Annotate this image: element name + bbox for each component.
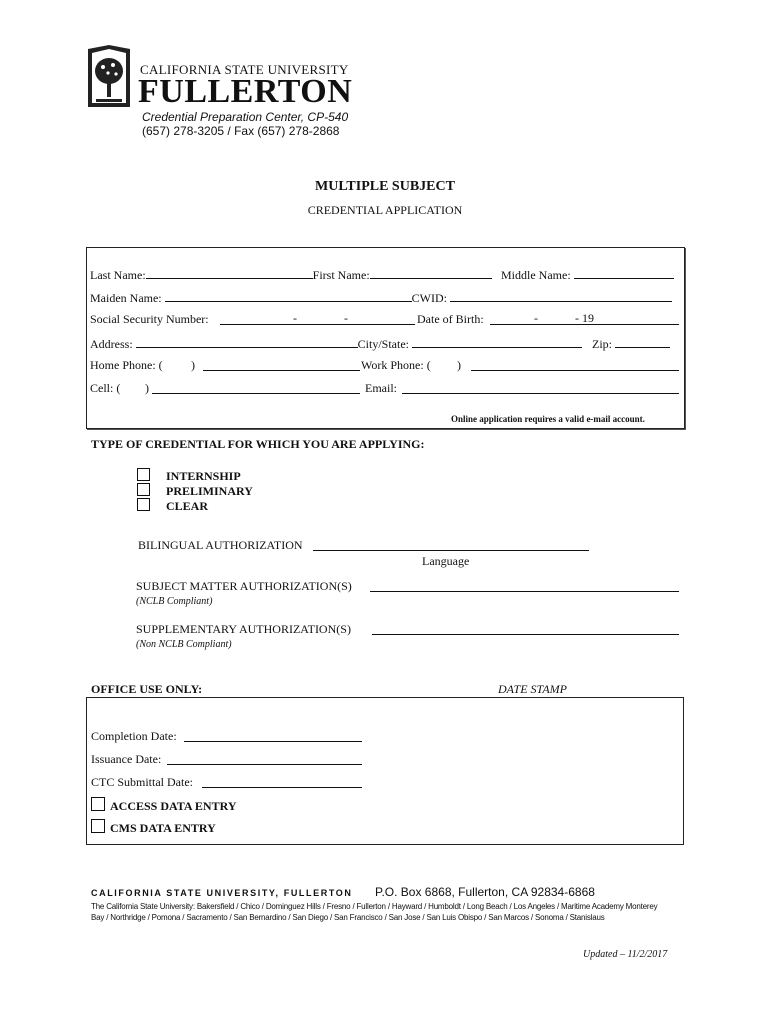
middle-name-row [501, 266, 674, 283]
address-label: Address: [90, 337, 133, 351]
checkbox-icon[interactable] [91, 797, 105, 811]
maiden-name-row [90, 289, 672, 306]
completion-date-label: Completion Date: [91, 729, 177, 743]
city-state-field[interactable] [412, 335, 582, 348]
cms-entry-option[interactable] [91, 819, 216, 837]
tree-seal-icon [86, 45, 132, 107]
middle-name-label: Middle Name: [501, 268, 571, 282]
office-use-heading: OFFICE USE ONLY: [91, 682, 203, 696]
updated-date: Updated – 11/2/2017 [583, 949, 668, 960]
dob-year-prefix: - 19 [575, 311, 594, 325]
work-phone-paren: ) [457, 358, 461, 372]
center-name: Credential Preparation Center, CP-540 [142, 110, 349, 124]
cell-paren: ) [145, 381, 149, 395]
supplementary-field[interactable] [372, 634, 679, 635]
footer-org: CALIFORNIA STATE UNIVERSITY, FULLERTON [91, 888, 353, 898]
campus-name: FULLERTON [138, 73, 353, 110]
issuance-date-label: Issuance Date: [91, 752, 162, 766]
home-phone-row [90, 358, 163, 373]
subject-matter-label: SUBJECT MATTER AUTHORIZATION(S) [136, 579, 352, 593]
email-note: Online application requires a valid e-mail account. [451, 414, 645, 424]
ssn-label: Social Security Number: [90, 312, 209, 326]
first-name-field[interactable] [370, 266, 492, 279]
credential-type-heading: TYPE OF CREDENTIAL FOR WHICH YOU ARE APPLYING: [91, 437, 425, 451]
zip-label: Zip: [592, 337, 612, 351]
option-clear[interactable] [137, 497, 208, 515]
address-row [90, 335, 582, 352]
dob-label: Date of Birth: [417, 312, 484, 326]
cell-field[interactable] [152, 393, 360, 394]
checkbox-icon[interactable] [137, 468, 150, 481]
issuance-date-field[interactable] [167, 764, 362, 765]
nclb-note: (NCLB Compliant) [136, 596, 213, 607]
ssn-separator-2: - [344, 311, 348, 325]
ssn-separator-1: - [293, 311, 297, 325]
last-name-field[interactable] [146, 266, 313, 279]
first-name-label: First Name: [312, 268, 370, 282]
home-phone-paren: ) [191, 358, 195, 372]
home-phone-label: Home Phone: ( [90, 358, 163, 372]
work-phone-label: Work Phone: ( [361, 358, 431, 372]
date-stamp-label: DATE STAMP [498, 682, 567, 696]
form-subtitle: CREDENTIAL APPLICATION [307, 203, 463, 217]
footer-address: P.O. Box 6868, Fullerton, CA 92834-6868 [375, 885, 595, 899]
bilingual-field[interactable] [313, 550, 589, 551]
university-logo [86, 45, 132, 107]
dob-separator: - [534, 311, 538, 325]
subject-matter-field[interactable] [370, 591, 679, 592]
non-nclb-note: (Non NCLB Compliant) [136, 639, 232, 650]
last-name-row [90, 266, 492, 283]
maiden-name-field[interactable] [165, 289, 412, 302]
access-entry-option[interactable] [91, 797, 237, 815]
ssn-field[interactable] [220, 324, 415, 325]
city-state-label: City/State: [357, 337, 410, 351]
middle-name-field[interactable] [574, 266, 674, 279]
checkbox-icon[interactable] [91, 819, 105, 833]
bilingual-label: BILINGUAL AUTHORIZATION [138, 538, 303, 552]
completion-date-field[interactable] [184, 741, 362, 742]
cwid-label: CWID: [411, 291, 447, 305]
zip-field[interactable] [615, 335, 670, 348]
home-phone-field[interactable] [203, 370, 360, 371]
last-name-label: Last Name: [90, 268, 146, 282]
maiden-name-label: Maiden Name: [90, 291, 162, 305]
option-label: PRELIMINARY [166, 484, 253, 498]
option-label: INTERNSHIP [166, 469, 241, 483]
checkbox-icon[interactable] [137, 498, 150, 511]
cwid-field[interactable] [450, 289, 672, 302]
language-caption: Language [422, 554, 470, 568]
cms-entry-label: CMS DATA ENTRY [110, 821, 216, 835]
work-phone-field[interactable] [471, 370, 679, 371]
ssn-row [90, 312, 209, 327]
center-phone: (657) 278-3205 / Fax (657) 278-2868 [142, 124, 340, 138]
address-field[interactable] [136, 335, 358, 348]
footer-campuses: The California State University: Bakersfield / Chico / Dominguez Hills / Fresno / Fullerton / Hayward / Humboldt / Long Beach / Los Angeles / Maritime Academy Monterey Bay / Northridge / Pomona / Sacramento / San Bernardino / San Diego / San Francisco / San Jose / San Luis Obispo / San Marcos / Sonoma / Stanislaus [91, 902, 658, 922]
email-field[interactable] [402, 393, 679, 394]
email-label: Email: [365, 381, 397, 395]
ctc-date-label: CTC Submittal Date: [91, 775, 193, 789]
form-title: MULTIPLE SUBJECT [315, 179, 455, 194]
ctc-date-field[interactable] [202, 787, 362, 788]
checkbox-icon[interactable] [137, 483, 150, 496]
option-label: CLEAR [166, 499, 209, 513]
cell-label: Cell: ( [90, 381, 121, 395]
supplementary-label: SUPPLEMENTARY AUTHORIZATION(S) [136, 622, 351, 636]
zip-row [592, 335, 670, 352]
university-name: CALIFORNIA STATE UNIVERSITY [140, 62, 349, 77]
access-entry-label: ACCESS DATA ENTRY [110, 799, 237, 813]
